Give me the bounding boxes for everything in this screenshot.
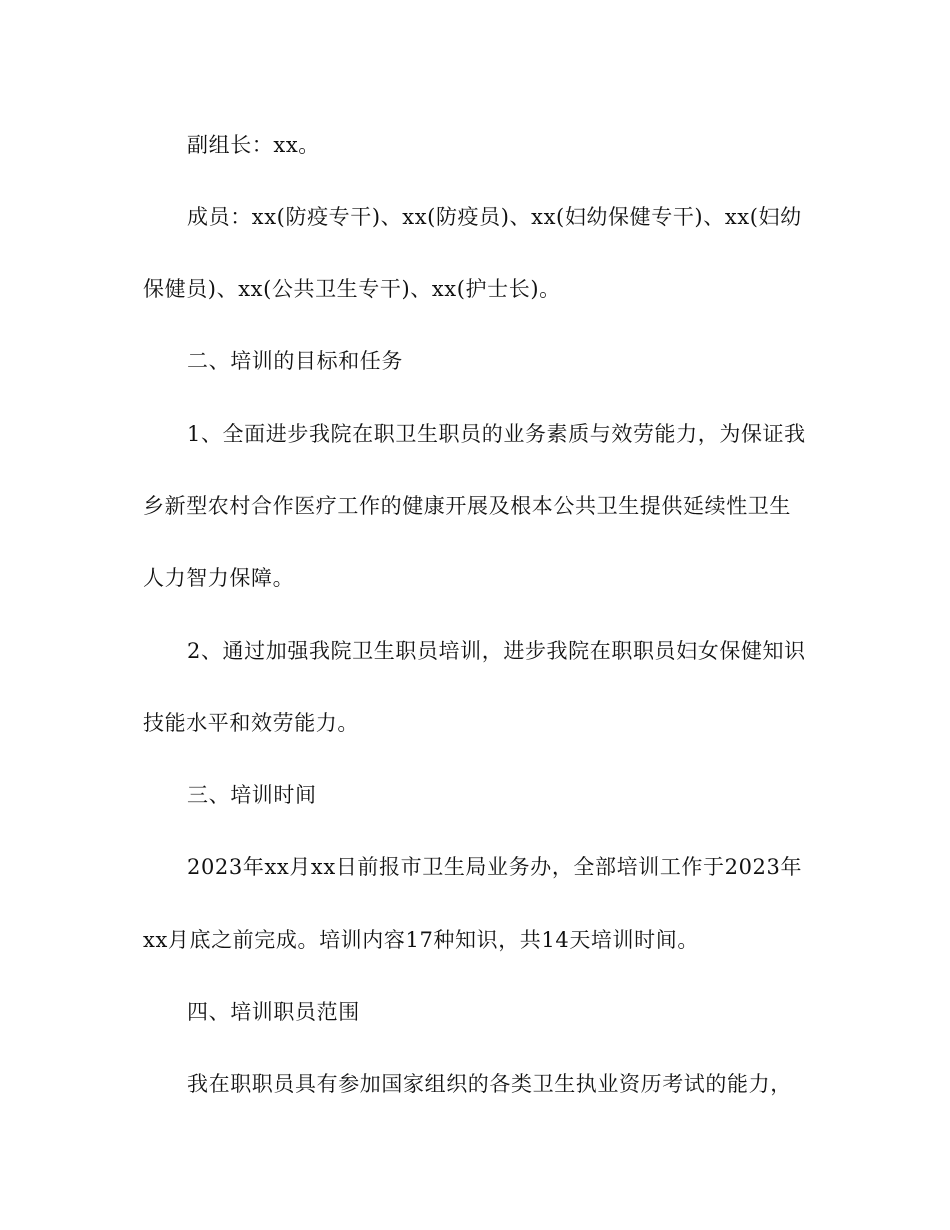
goal-1-line-3: 人力智力保障。 (143, 566, 295, 590)
goal-2-line-2: 技能水平和效劳能力。 (143, 711, 359, 735)
section-heading-scope: 四、培训职员范围 (187, 1000, 360, 1024)
time-line-1: 2023年xx月xx日前报市卫生局业务办，全部培训工作于2023年 (187, 855, 803, 879)
goal-2-line-1: 2、通过加强我院卫生职员培训，进步我院在职职员妇女保健知识 (187, 639, 806, 663)
section-heading-time: 三、培训时间 (187, 783, 317, 807)
section-heading-goals: 二、培训的目标和任务 (187, 349, 403, 373)
goal-1-line-1: 1、全面进步我院在职卫生职员的业务素质与效劳能力，为保证我 (187, 422, 806, 446)
goal-1-line-2: 乡新型农村合作医疗工作的健康开展及根本公共卫生提供延续性卫生 (143, 494, 791, 518)
members-line-2: 保健员)、xx(公共卫生专干)、xx(护士长)。 (143, 277, 561, 301)
deputy-leader-line: 副组长：xx。 (187, 133, 320, 157)
time-line-2: xx月底之前完成。培训内容17种知识，共14天培训时间。 (143, 928, 699, 952)
members-line-1: 成员：xx(防疫专干)、xx(防疫员)、xx(妇幼保健专干)、xx(妇幼 (187, 205, 802, 229)
scope-line-1: 我在职职员具有参加国家组织的各类卫生执业资历考试的能力， (187, 1072, 792, 1096)
